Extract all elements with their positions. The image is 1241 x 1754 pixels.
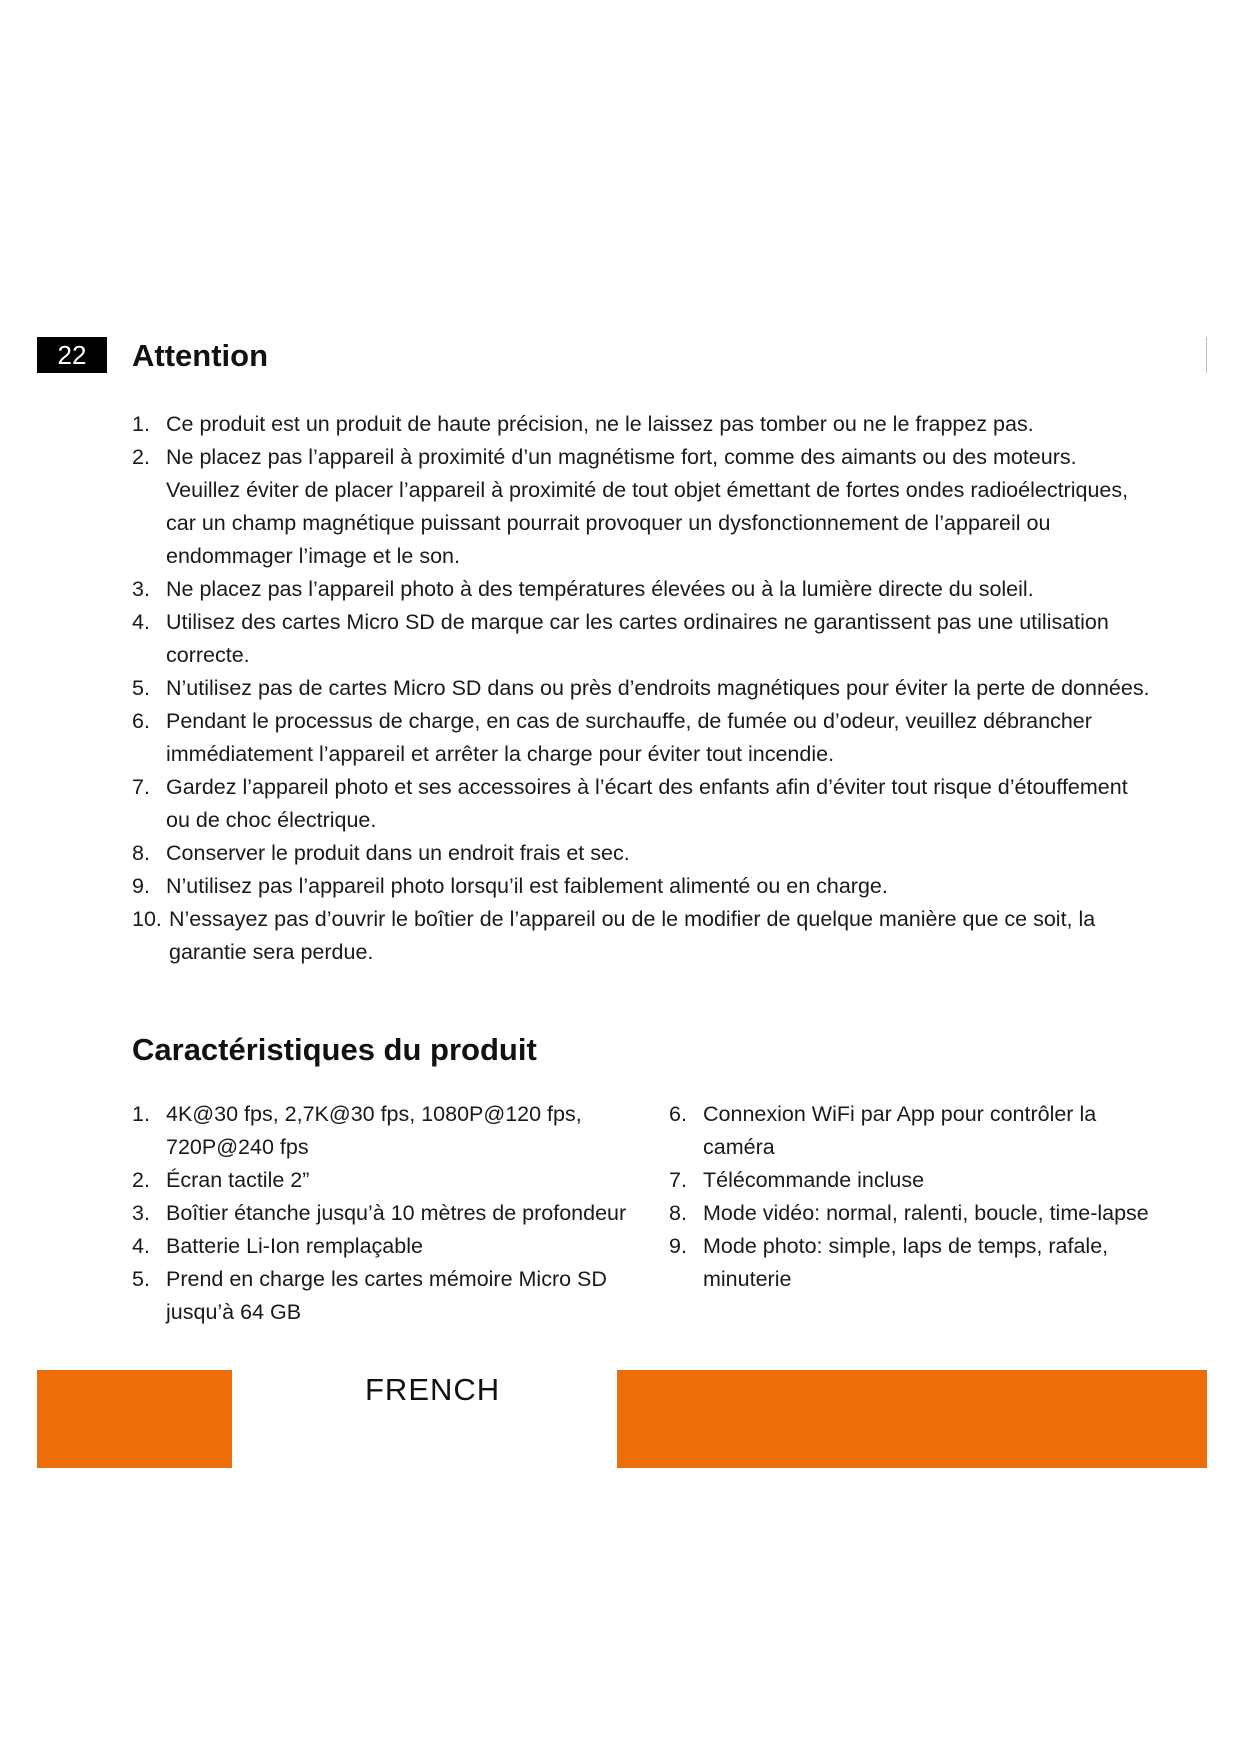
item-text: N’utilisez pas de cartes Micro SD dans ou près d’endroits magnétiques pour éviter la perte de données. — [166, 676, 1150, 700]
item-number: 2. — [132, 1168, 150, 1192]
item-text: Conserver le produit dans un endroit frais et sec. — [166, 841, 630, 865]
list-item — [132, 672, 1152, 705]
item-number: 9. — [669, 1234, 687, 1258]
list-item — [669, 1098, 1169, 1164]
item-number: 2. — [132, 445, 150, 469]
list-item — [132, 606, 1152, 672]
page-number: 22 — [37, 337, 107, 373]
item-text: Utilisez des cartes Micro SD de marque car les cartes ordinaires ne garantissent pas une utilisation correcte. — [166, 610, 1109, 667]
item-number: 6. — [132, 709, 150, 733]
item-number: 8. — [669, 1201, 687, 1225]
list-item — [132, 1098, 632, 1164]
item-text: Écran tactile 2” — [166, 1168, 310, 1192]
footer-bar-left — [37, 1370, 232, 1468]
list-item — [669, 1197, 1169, 1230]
list-item — [132, 771, 1152, 837]
item-text: Batterie Li-Ion remplaçable — [166, 1234, 423, 1258]
item-text: Mode vidéo: normal, ralenti, boucle, time-lapse — [703, 1201, 1149, 1225]
item-number: 4. — [132, 610, 150, 634]
item-number: 1. — [132, 412, 150, 436]
item-number: 3. — [132, 1201, 150, 1225]
list-item — [132, 705, 1152, 771]
list-item — [132, 1197, 632, 1230]
item-number: 7. — [132, 775, 150, 799]
list-item — [132, 1164, 632, 1197]
item-text: Ce produit est un produit de haute précision, ne le laissez pas tomber ou ne le frappez pas. — [166, 412, 1034, 436]
item-text: Gardez l’appareil photo et ses accessoires à l’écart des enfants afin d’éviter tout risque d’étouffement ou de choc électrique. — [166, 775, 1128, 832]
item-text: Connexion WiFi par App pour contrôler la caméra — [703, 1102, 1097, 1159]
features-title: Caractéristiques du produit — [132, 1032, 537, 1067]
features-list-left — [132, 1098, 632, 1329]
list-item — [132, 870, 1152, 903]
item-text: Boîtier étanche jusqu’à 10 mètres de profondeur — [166, 1201, 627, 1225]
item-text: N’essayez pas d’ouvrir le boîtier de l’appareil ou de le modifier de quelque manière que ce soit, la garantie sera perdue. — [169, 907, 1096, 964]
item-text: Mode photo: simple, laps de temps, rafale, minuterie — [703, 1234, 1109, 1291]
item-number: 3. — [132, 577, 150, 601]
attention-title: Attention — [132, 338, 269, 373]
item-number: 4. — [132, 1234, 150, 1258]
item-text: Prend en charge les cartes mémoire Micro SD jusqu’à 64 GB — [166, 1267, 607, 1324]
list-item — [132, 1230, 632, 1263]
attention-list — [132, 408, 1152, 969]
list-item — [132, 573, 1152, 606]
list-item — [132, 441, 1152, 573]
list-item — [132, 408, 1152, 441]
list-item — [669, 1230, 1169, 1296]
item-number: 5. — [132, 676, 150, 700]
item-text: Ne placez pas l’appareil à proximité d’un magnétisme fort, comme des aimants ou des moteurs. Veuillez éviter de placer l’appareil à proximité de tout objet émettant de fortes ondes radioélectriques, car un champ magnétique puissant pourrait provoquer un dysfonctionnement de l’appareil ou endommager l’image et le son. — [166, 445, 1129, 568]
item-text: 4K@30 fps, 2,7K@30 fps, 1080P@120 fps, 720P@240 fps — [166, 1102, 582, 1159]
item-number: 6. — [669, 1102, 687, 1126]
item-text: N’utilisez pas l’appareil photo lorsqu’il est faiblement alimenté ou en charge. — [166, 874, 888, 898]
list-item — [132, 1263, 632, 1329]
list-item — [132, 837, 1152, 870]
item-number: 1. — [132, 1102, 150, 1126]
item-text: Télécommande incluse — [703, 1168, 925, 1192]
item-number: 7. — [669, 1168, 687, 1192]
header-rule — [1206, 337, 1207, 373]
features-list-right — [669, 1098, 1169, 1296]
language-label: FRENCH — [365, 1372, 501, 1407]
item-number: 10. — [132, 907, 162, 931]
item-text: Ne placez pas l’appareil photo à des températures élevées ou à la lumière directe du soleil. — [166, 577, 1034, 601]
item-text: Pendant le processus de charge, en cas de surchauffe, de fumée ou d’odeur, veuillez débrancher immédiatement l’appareil et arrêter la charge pour éviter tout incendie. — [166, 709, 1092, 766]
item-number: 9. — [132, 874, 150, 898]
list-item — [132, 903, 1152, 969]
item-number: 8. — [132, 841, 150, 865]
item-number: 5. — [132, 1267, 150, 1291]
footer-bar-right — [617, 1370, 1207, 1468]
list-item — [669, 1164, 1169, 1197]
